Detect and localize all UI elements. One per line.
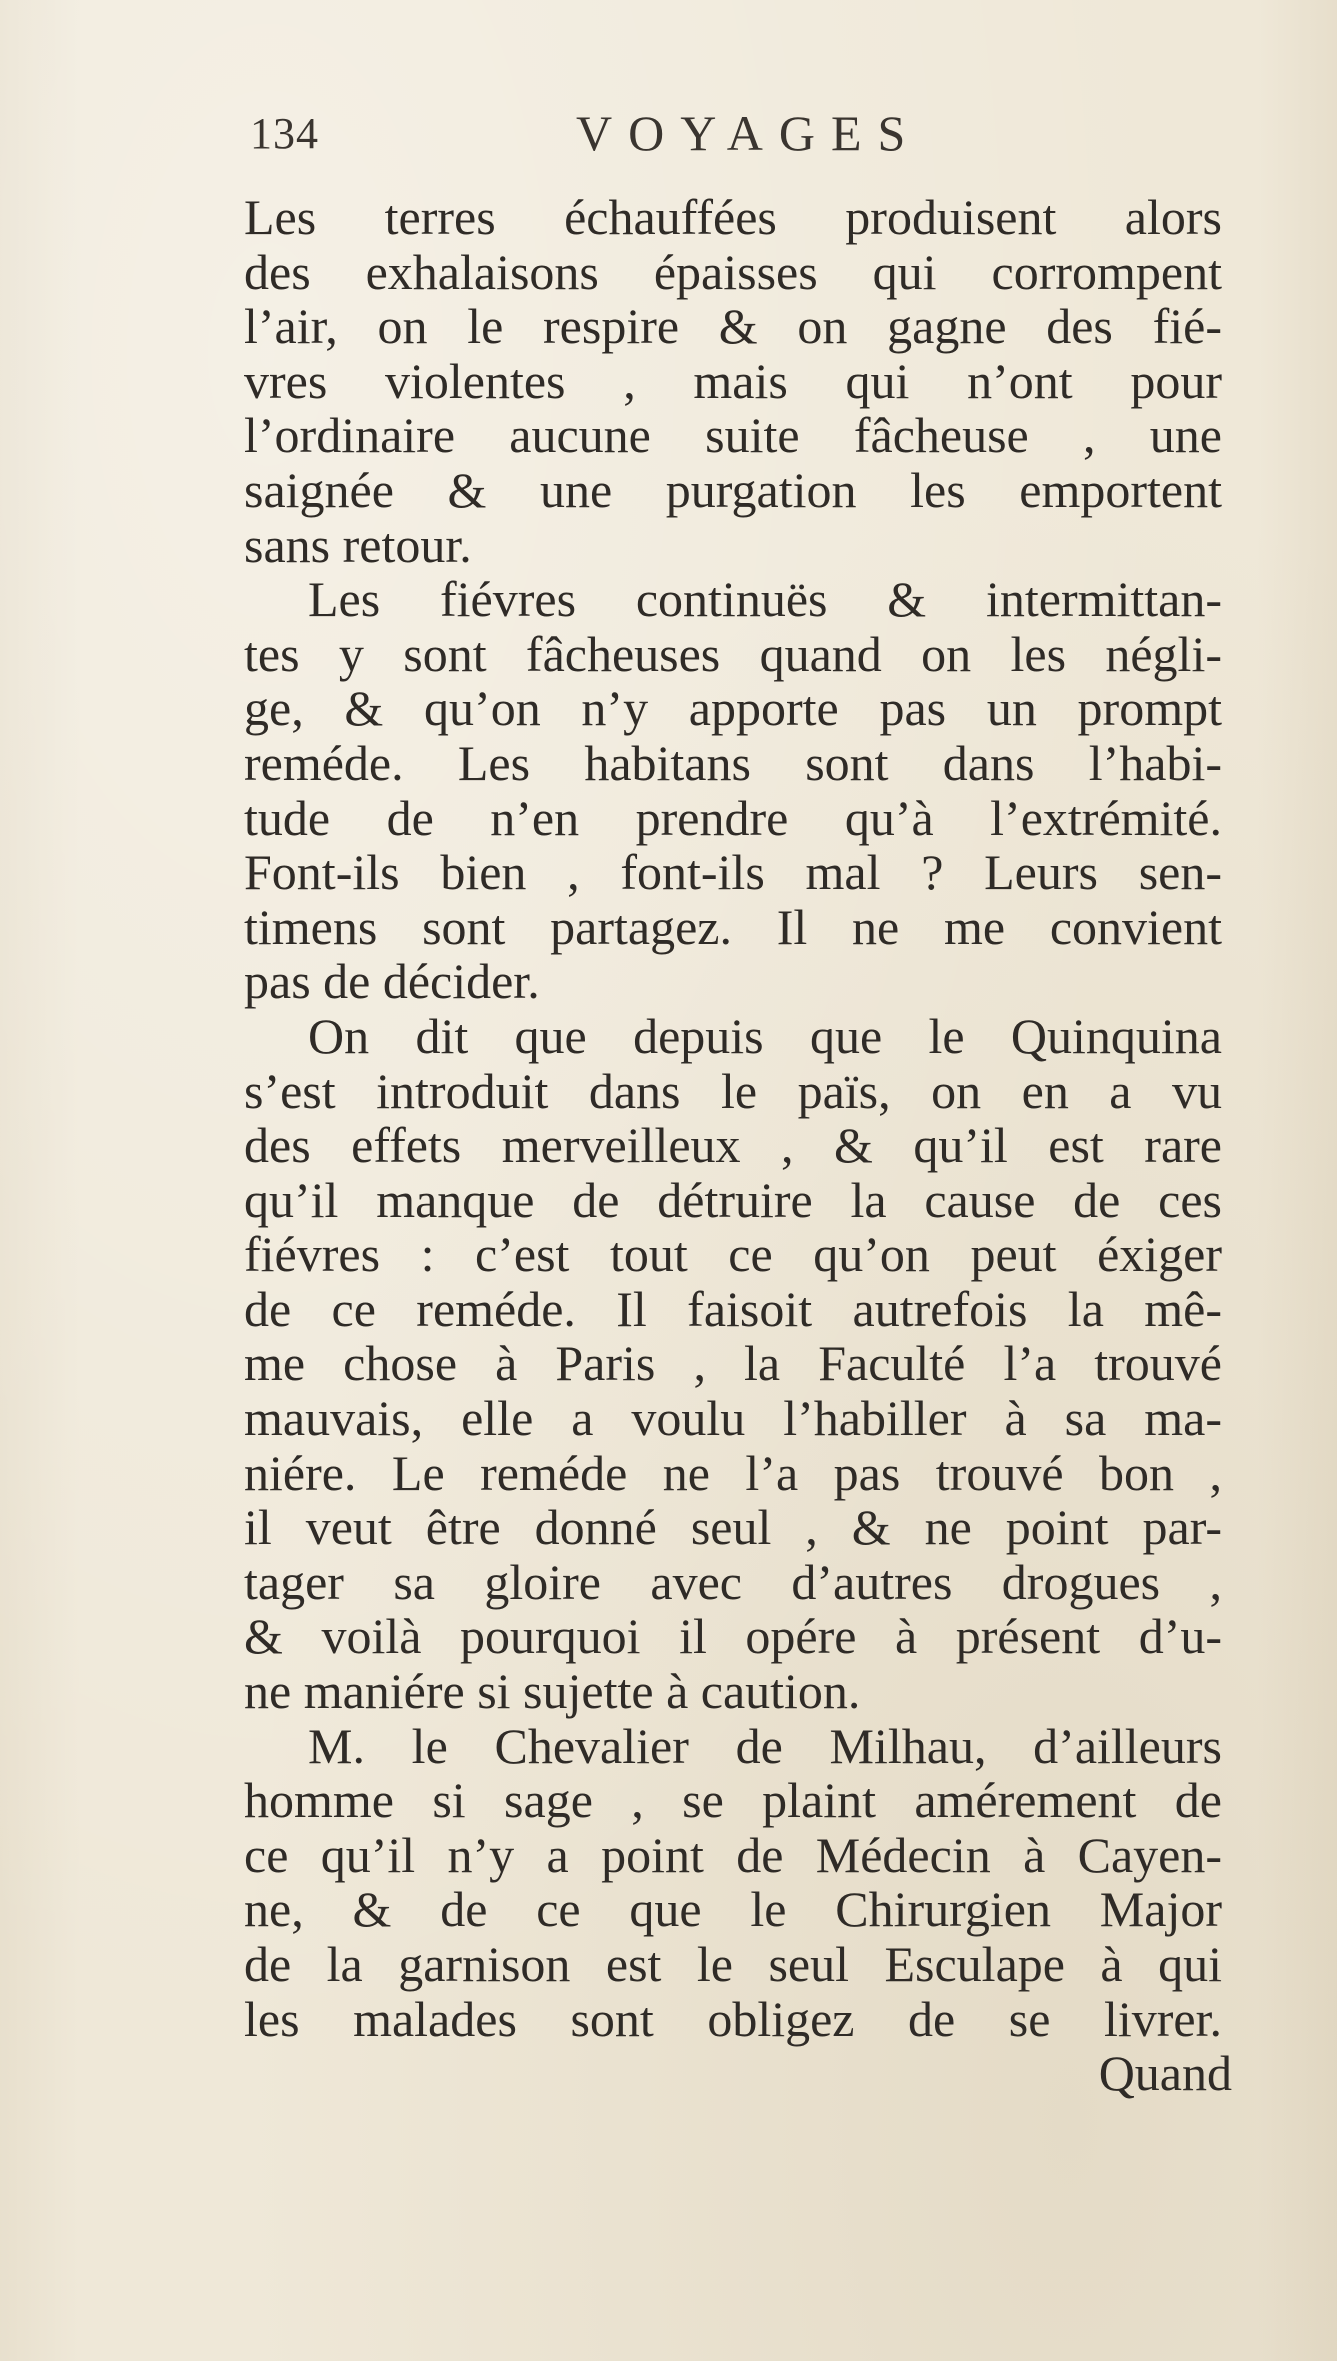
running-head: VOYAGES xyxy=(576,105,922,161)
text-line: ne, & de ce que le Chirurgien Major xyxy=(244,1881,1222,1938)
text-line: saignée & une purgation les emportent xyxy=(244,461,1222,518)
text-line: pas de décider. xyxy=(244,953,540,1010)
text-line: les malades sont obligez de se livrer. xyxy=(244,1990,1222,2047)
text-line: niére. Le reméde ne l’a pas trouvé bon , xyxy=(244,1444,1222,1501)
text-line: tude de n’en prendre qu’à l’extrémité. xyxy=(244,789,1222,846)
text-line: ne maniére si sujette à caution. xyxy=(244,1663,861,1720)
text-line: fiévres : c’est tout ce qu’on peut éxiger xyxy=(244,1226,1222,1283)
text-line: Font-ils bien , font-ils mal ? Leurs sen- xyxy=(244,844,1222,901)
text-line: l’ordinaire aucune suite fâcheuse , une xyxy=(244,407,1222,464)
text-line: ce qu’il n’y a point de Médecin à Cayen- xyxy=(244,1826,1222,1883)
text-line: M. le Chevalier de Milhau, d’ailleurs xyxy=(308,1717,1222,1774)
text-line: sans retour. xyxy=(244,516,472,573)
text-line: mauvais, elle a voulu l’habiller à sa ma- xyxy=(244,1390,1222,1447)
text-line: s’est introduit dans le païs, on en a vu xyxy=(244,1062,1222,1119)
text-line: & voilà pourquoi il opére à présent d’u- xyxy=(244,1608,1222,1665)
text-line: Les fiévres continuës & intermittan- xyxy=(308,571,1222,628)
text-line: On dit que depuis que le Quinquina xyxy=(308,1007,1222,1064)
body-text xyxy=(244,190,1238,2101)
text-line: il veut être donné seul , & ne point par- xyxy=(244,1499,1222,1556)
text-line: de la garnison est le seul Esculape à qui xyxy=(244,1936,1222,1992)
text-line: de ce reméde. Il faisoit autrefois la mê- xyxy=(244,1280,1222,1337)
text-line: tes y sont fâcheuses quand on les négli- xyxy=(244,625,1222,682)
text-line: homme si sage , se plaint amérement de xyxy=(244,1772,1222,1829)
page-number: 134 xyxy=(250,109,319,158)
catchword: Quand xyxy=(1098,2045,1232,2102)
text-line: qu’il manque de détruire la cause de ces xyxy=(244,1171,1222,1228)
text-line: des exhalaisons épaisses qui corrompent xyxy=(244,243,1222,300)
text-line: tager sa gloire avec d’autres drogues , xyxy=(244,1553,1222,1610)
text-line: timens sont partagez. Il ne me convient xyxy=(244,898,1222,955)
text-line: me chose à Paris , la Faculté l’a trouvé xyxy=(244,1335,1222,1392)
text-line: l’air, on le respire & on gagne des fié- xyxy=(244,298,1222,355)
text-line: ge, & qu’on n’y apporte pas un prompt xyxy=(244,680,1222,737)
text-line: Les terres échauffées produisent alors xyxy=(244,189,1222,245)
text-line: vres violentes , mais qui n’ont pour xyxy=(244,352,1222,409)
text-line: des effets merveilleux , & qu’il est rare xyxy=(244,1117,1222,1174)
text-line: reméde. Les habitans sont dans l’habi- xyxy=(244,734,1222,791)
page-header xyxy=(250,105,1010,168)
